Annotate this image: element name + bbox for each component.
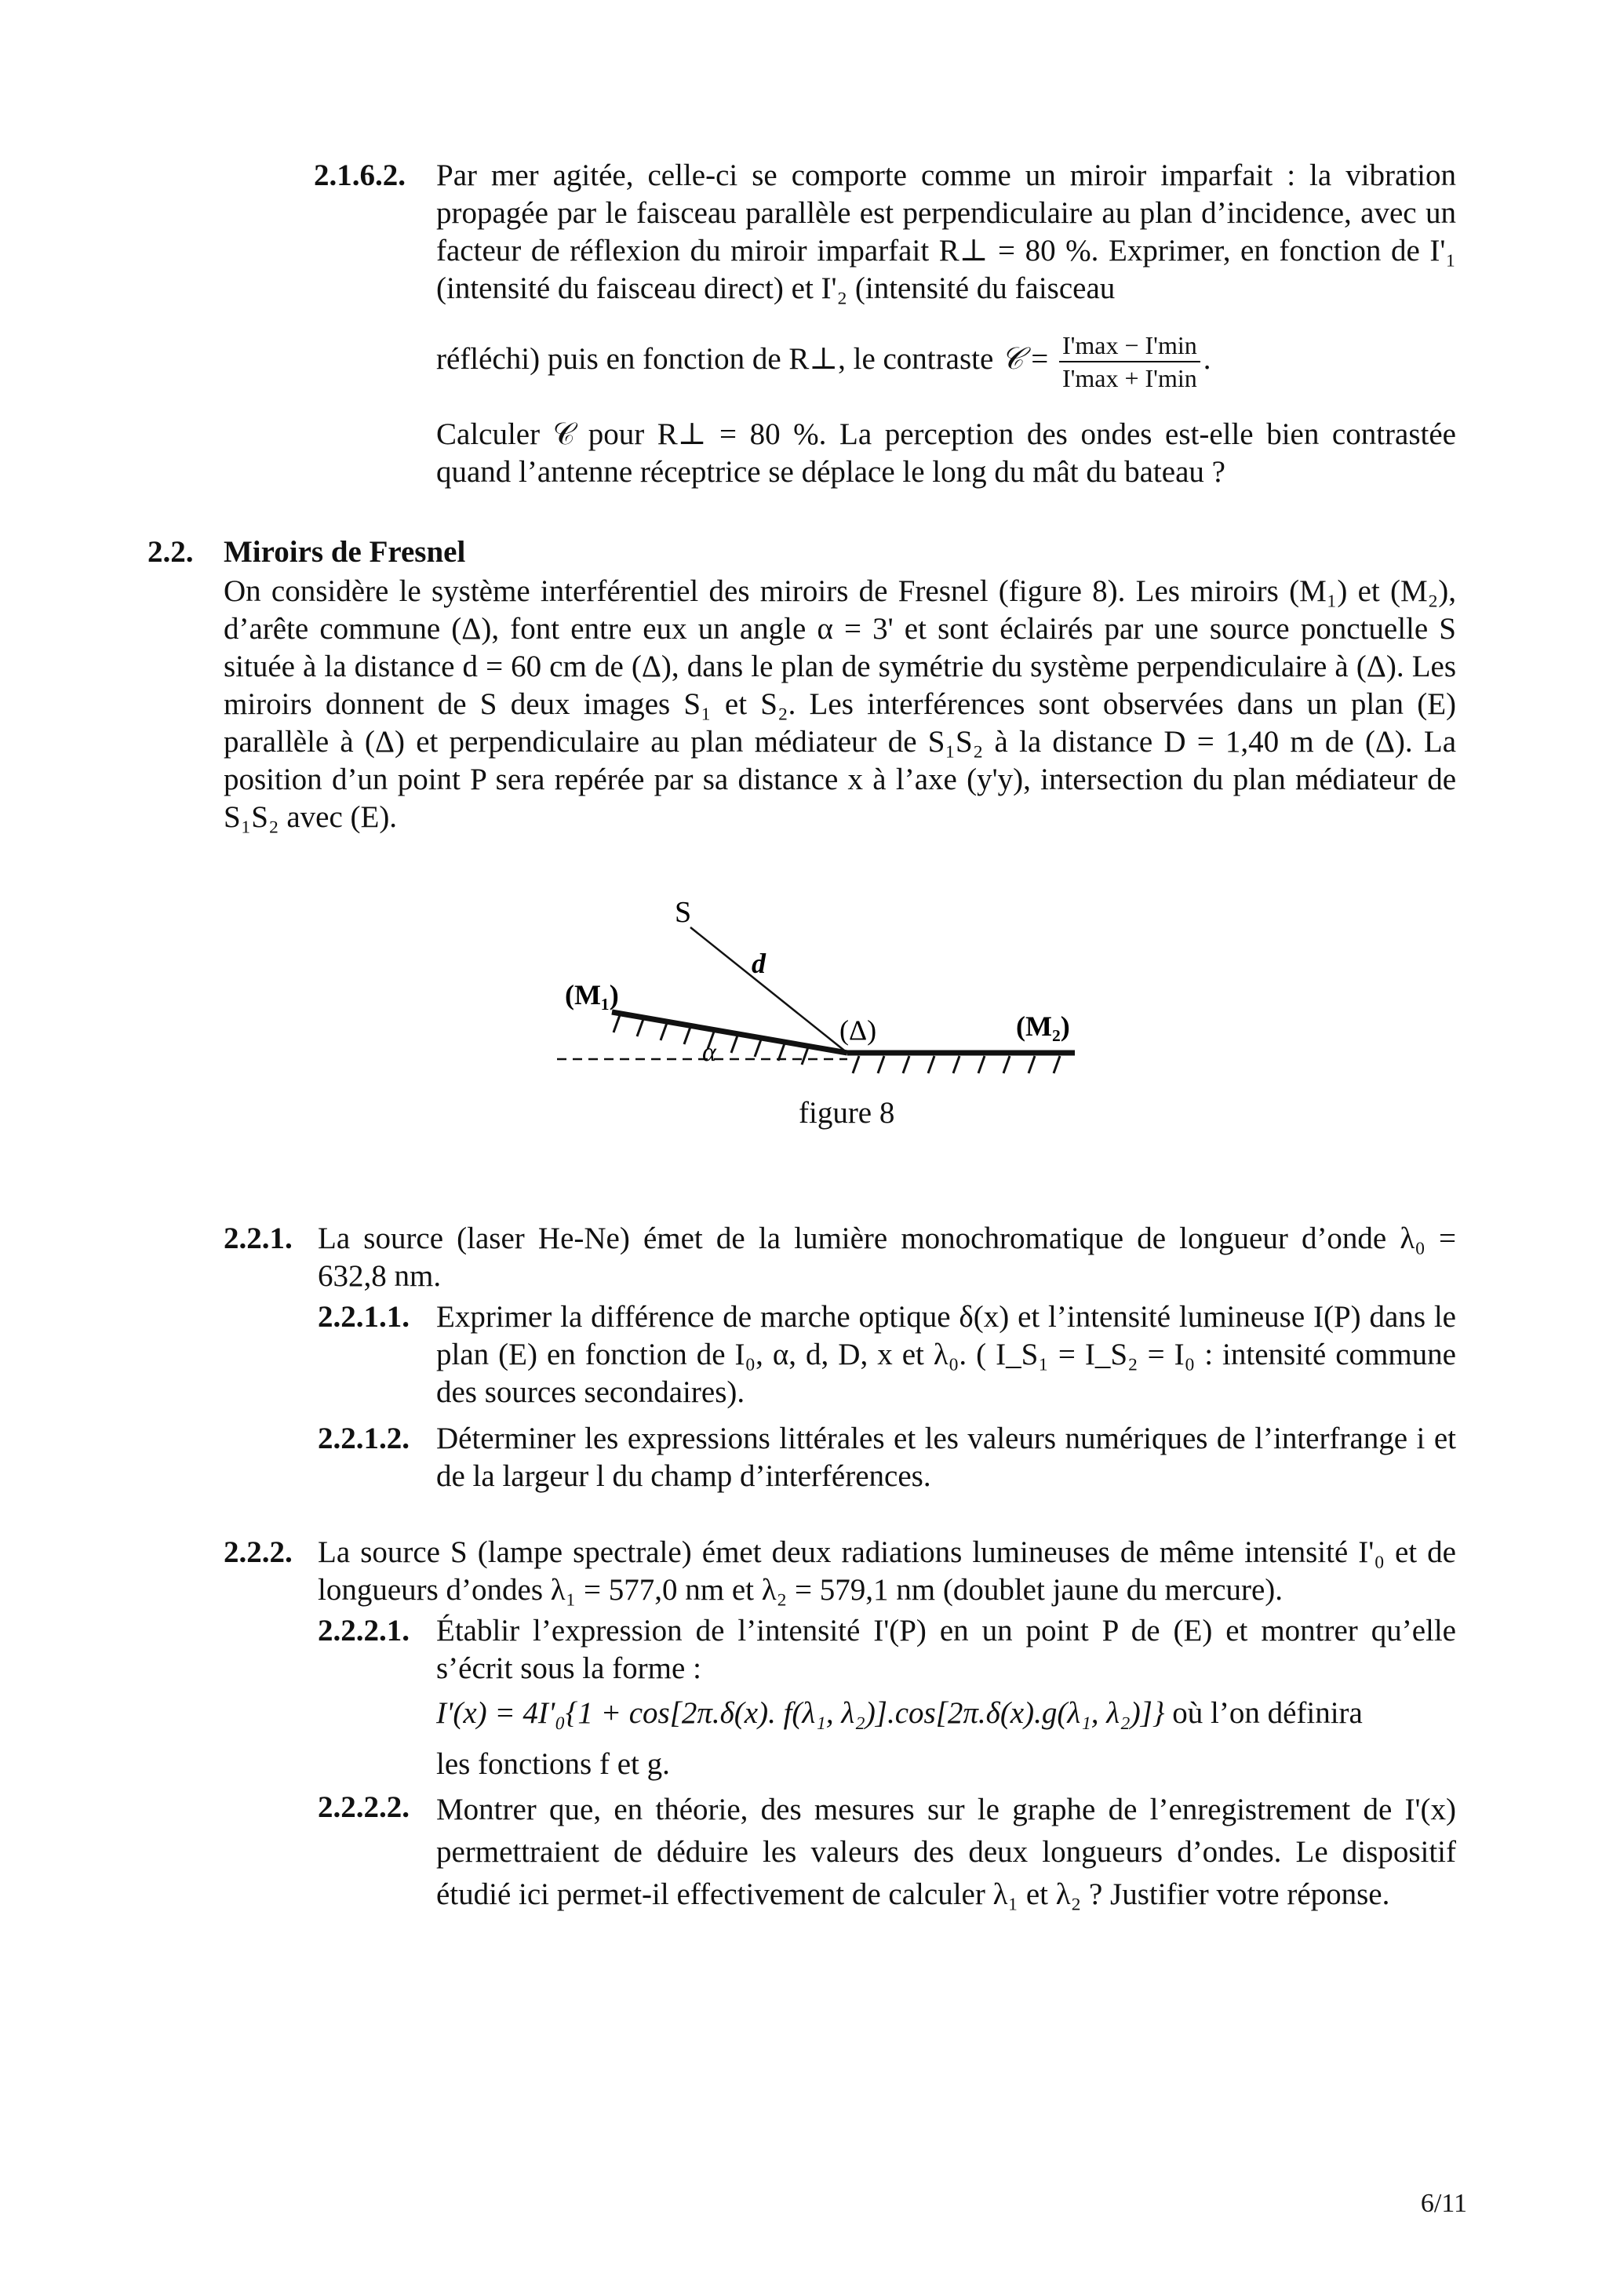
section-2211-body: Exprimer la différence de marche optique δ(x) et l’intensité lumineuse I(P) dans le plan (E) en fonction de I₀, α, d, D, x et λ₀. ( I_S₁ = I_S₂ = I₀ : intensité commune des sources secondaires). (436, 1300, 1456, 1409)
section-2162-line3: Calculer 𝒞 pour R⊥ = 80 %. La perception des ondes est-elle bien contrastée quand l’antenne réceptrice se déplace le long du mât du bateau ? (436, 417, 1456, 489)
mirror-m1 (612, 1012, 847, 1053)
intensity-formula: I'(x) = 4I'₀{1 + cos[2π.δ(x). f(λ₁, λ₂)].cos[2π.δ(x).g(λ₁, λ₂)]} (436, 1696, 1165, 1730)
label-alpha: α (702, 1038, 716, 1067)
section-2222-number: 2.2.2.2. (318, 1790, 410, 1824)
label-s: S (675, 896, 692, 929)
section-2162-line1: Par mer agitée, celle-ci se comporte comme un miroir imparfait : la vibration propagée par le faisceau parallèle est perpendiculaire au plan d’incidence, avec un facteur de réflexion du miroir imparfait R⊥ = 80 %. Exprimer, en fonction de I'₁ (intensité du faisceau direct) et I'₂ (intensité du faisceau (436, 158, 1456, 305)
section-2221-formula-line (436, 1695, 1456, 1732)
section-2221-body: Établir l’expression de l’intensité I'(P) en un point P de (E) et montrer qu’elle s’écrit sous la forme : (436, 1614, 1456, 1685)
section-2162-text (436, 157, 1456, 308)
section-221-number: 2.2.1. (224, 1222, 293, 1255)
label-delta: (Δ) (839, 1014, 877, 1046)
section-2162-line2: réfléchi) puis en fonction de R⊥, le contraste (436, 341, 994, 376)
section-2221-number: 2.2.2.1. (318, 1614, 410, 1648)
figure-8-caption: figure 8 (799, 1096, 895, 1130)
label-d: d (752, 948, 766, 979)
section-2162-number: 2.1.6.2. (314, 158, 406, 192)
contrast-fraction (1059, 330, 1200, 394)
fraction-numerator: I'max − I'min (1059, 330, 1200, 362)
section-221-body: La source (laser He-Ne) émet de la lumière monochromatique de longueur d’onde λ₀ = 632,8 nm. (318, 1222, 1456, 1293)
section-2221-tail: les fonctions f et g. (436, 1747, 670, 1781)
section-2162-question (436, 416, 1456, 491)
section-2162-contrast-line: réfléchi) puis en fonction de R⊥, le contraste 𝒞 = $\frac{I'\max - I'\min}{I'\max + I'\min}$ . (436, 331, 1211, 392)
page-number: 6/11 (1420, 2189, 1467, 2218)
label-m2: (M₂) (1016, 1010, 1070, 1042)
figure-8-diagram (541, 887, 1106, 1098)
section-2212-number: 2.2.1.2. (318, 1422, 410, 1455)
label-m1: (M₁) (565, 979, 619, 1010)
section-2212-body: Déterminer les expressions littérales et les valeurs numériques de l’interfrange i et de la largeur l du champ d’interférences. (436, 1422, 1456, 1493)
section-2211-number: 2.2.1.1. (318, 1300, 410, 1334)
section-22-number: 2.2. (147, 535, 194, 569)
contrast-symbol: 𝒞 (1001, 340, 1024, 377)
section-222-body: La source S (lampe spectrale) émet deux radiations lumineuses de même intensité I'₀ et de longueurs d’ondes λ₁ = 577,0 nm et λ₂ = 579,1 nm (doublet jaune du mercure). (318, 1535, 1456, 1607)
section-2222-body: Montrer que, en théorie, des mesures sur le graphe de l’enregistrement de I'(x) permettraient de déduire les valeurs des deux longueurs d’ondes. Le dispositif étudié ici permet-il effectivement de calculer λ₁ et λ₂ ? Justifier votre réponse. (436, 1793, 1456, 1911)
section-22-title: Miroirs de Fresnel (224, 535, 466, 569)
formula-suffix: où l’on définira (1172, 1696, 1363, 1730)
fraction-denominator: I'max + I'min (1061, 364, 1197, 392)
section-22-body: On considère le système interférentiel des miroirs de Fresnel (figure 8). Les miroirs (M₁) et (M₂), d’arête commune (Δ), font entre eux un angle α = 3' et sont éclairés par une source ponctuelle S située à la distance d = 60 cm de (Δ), dans le plan de symétrie du système perpendiculaire à (Δ). Les miroirs donnent de S deux images S₁ et S₂. Les interférences sont observées dans un plan (E) parallèle à (Δ) et perpendiculaire au plan médiateur de S₁S₂ à la distance D = 1,40 m de (Δ). La position d’un point P sera repérée par sa distance x à l’axe (y'y), intersection du plan médiateur de S₁S₂ avec (E). (224, 574, 1456, 834)
section-222-number: 2.2.2. (224, 1535, 293, 1569)
